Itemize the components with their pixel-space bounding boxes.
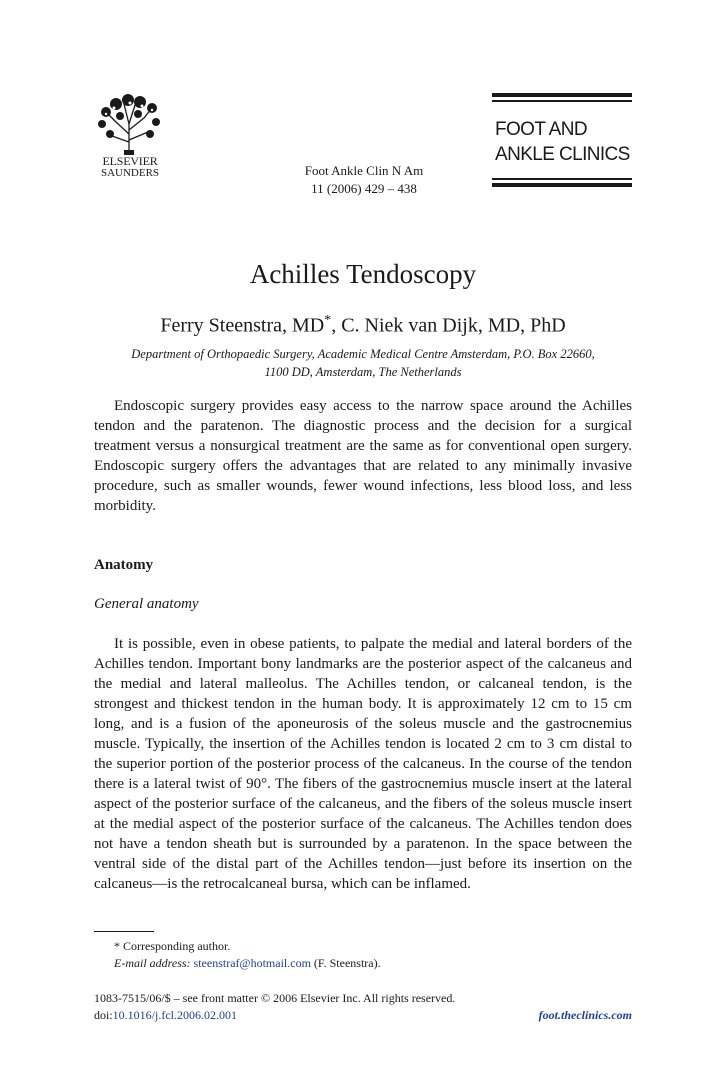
brand-rule-top <box>492 93 632 97</box>
email-suffix: (F. Steenstra). <box>310 956 381 970</box>
publisher-line1: ELSEVIER <box>102 154 158 168</box>
section-heading: Anatomy <box>94 557 154 573</box>
journal-ref-line1: Foot Ankle Clin N Am <box>304 163 424 178</box>
brand-line1: FOOT AND <box>495 119 587 140</box>
subsection-heading: General anatomy <box>94 596 199 612</box>
corresponding-mark[interactable]: * <box>324 313 332 328</box>
brand-line2: ANKLE CLINICS <box>495 144 630 165</box>
doi-link[interactable]: 10.1016/j.fcl.2006.02.001 <box>112 1008 237 1022</box>
body-paragraph: It is possible, even in obese patients, to palpate the medial and lateral borders of the Achilles tendon. Important bony landmarks are the posterior aspect of the calcaneus and the medial and lateral malleolus. The Achilles tendon, or calcaneal tendon, is the strongest and thickest tendon in the human body. It is approximately 12 cm to 15 cm long, and is a fusion of the aponeurosis of the soleus muscle and the gastrocnemius muscle. Typically, the insertion of the Achilles tendon is located 2 cm to 3 cm distal to the superior portion of the posterior process of the calcaneus. In the course of the tendon there is a lateral twist of 90°. The fibers of the gastrocnemius muscle insert at the lateral aspect of the posterior surface of the calcaneus, and the fibers of the soleus muscle insert at the medial aspect of the posterior surface of the calcaneus. The Achilles tendon does not have a tendon sheath but is surrounded by a paratenon. In the space between the ventral side of the distal part of the Achilles tendon—just before its insertion on the calcaneus—is the retrocalcaneal bursa, which can be inflamed. <box>94 636 632 892</box>
publisher-line2: SAUNDERS <box>100 167 160 179</box>
tree-icon <box>94 94 164 156</box>
brand-rule-bottom-thin <box>492 178 632 180</box>
abstract-paragraph: Endoscopic surgery provides easy access to the narrow space around the Achilles tendon and the paratenon. The diagnostic process and the decision for a surgical treatment versus a nonsurgical treatment are the same as for conventional open surgery. Endoscopic surgery offers the advantages that are related to any minimally invasive procedure, such as smaller wounds, fewer wound infections, less blood loss, and less morbidity. <box>94 398 632 514</box>
author-1: Ferry Steenstra, MD <box>160 314 325 337</box>
author-list <box>94 308 632 339</box>
email-footnote <box>114 955 381 971</box>
affiliation-line2: 1100 DD, Amsterdam, The Netherlands <box>264 365 462 379</box>
affiliation-line1: Department of Orthopaedic Surgery, Academic Medical Centre Amsterdam, P.O. Box 22660, <box>131 347 595 361</box>
brand-name <box>492 102 632 178</box>
email-label: E-mail address: <box>114 956 191 970</box>
publisher-name <box>94 155 166 179</box>
journal-brand <box>492 93 632 187</box>
author-2: , C. Niek van Dijk, MD, PhD <box>331 314 566 337</box>
brand-rule-bottom <box>492 183 632 187</box>
journal-site-link[interactable]: foot.theclinics.com <box>538 1008 632 1022</box>
affiliation <box>94 345 632 381</box>
footnote-rule <box>94 931 154 932</box>
journal-citation <box>290 162 438 198</box>
article-title: Achilles Tendoscopy <box>249 259 477 289</box>
issn-line: 1083-7515/06/$ – see front matter © 2006 Elsevier Inc. All rights reserved. <box>94 991 456 1005</box>
email-link[interactable]: steenstraf@hotmail.com <box>193 956 311 970</box>
journal-ref-line2: 11 (2006) 429 – 438 <box>311 181 417 196</box>
doi-prefix: doi: <box>94 1008 113 1022</box>
doi-line <box>94 1008 237 1023</box>
corresponding-footnote: * Corresponding author. <box>114 939 231 953</box>
